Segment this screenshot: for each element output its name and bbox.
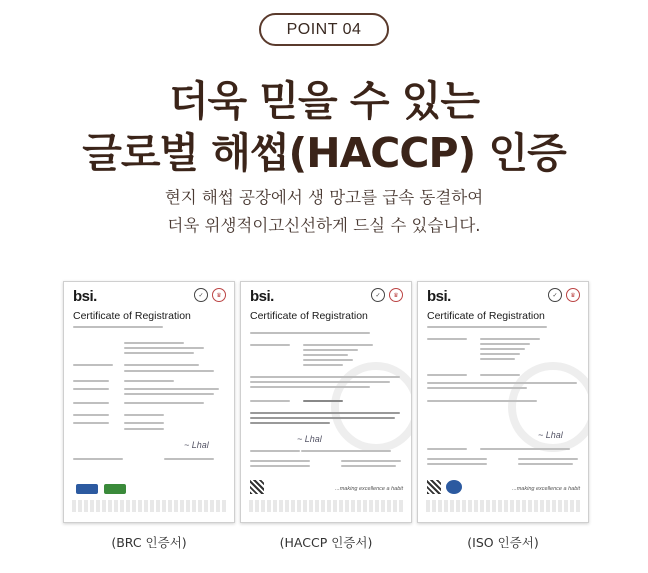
fine-print-line	[480, 348, 525, 350]
fine-print-line	[124, 414, 164, 416]
fine-print-line	[427, 463, 487, 465]
bsi-tagline: ...making excellence a habit	[335, 486, 403, 492]
fine-print-line	[164, 458, 214, 460]
bsi-logo: bsi.	[73, 288, 97, 305]
certificate-title: Certificate of Registration	[73, 310, 191, 322]
fine-print-line	[250, 400, 290, 402]
fine-print-line	[427, 382, 577, 384]
fine-print-line	[480, 448, 570, 450]
bsi-tagline: ...making excellence a habit	[512, 486, 580, 492]
fine-print-line	[303, 344, 373, 346]
fine-print-line	[250, 376, 400, 378]
fine-print-line	[341, 465, 396, 467]
fine-print-line	[250, 344, 290, 346]
fine-print-line	[124, 347, 204, 349]
brc-certificate-image	[63, 281, 235, 523]
headline-line-2: 글로벌 해썹(HACCP) 인증	[82, 129, 566, 177]
subtitle-line-2: 더욱 위생적이고신선하게 드실 수 있습니다.	[167, 216, 481, 235]
fine-print-line	[124, 380, 174, 382]
signature: ~ Lhal	[297, 434, 322, 444]
fine-print-line	[73, 414, 109, 416]
fine-print-line	[303, 354, 348, 356]
certification-seal-icon: ✓	[371, 288, 385, 302]
fine-print-line	[124, 422, 164, 424]
fine-print-line	[250, 450, 300, 452]
fine-print-line	[73, 388, 109, 390]
fine-print-line	[73, 422, 109, 424]
fine-print-line	[427, 400, 537, 402]
fine-print-line	[518, 458, 578, 460]
fine-print-footer	[72, 500, 226, 512]
signature: ~ Lhal	[184, 440, 209, 450]
fine-print-line	[250, 417, 395, 419]
fine-print-footer	[249, 500, 403, 512]
royal-crest-icon: ♛	[389, 288, 403, 302]
royal-crest-icon: ♛	[212, 288, 226, 302]
fine-print-line	[250, 386, 370, 388]
fine-print-line	[250, 332, 370, 334]
fine-print-line	[73, 380, 109, 382]
fine-print-line	[303, 349, 358, 351]
signature: ~ Lhal	[538, 430, 563, 440]
fine-print-line	[124, 402, 204, 404]
fine-print-line	[427, 458, 487, 460]
fine-print-line	[480, 358, 515, 360]
fine-print-line	[73, 458, 123, 460]
fine-print-line	[480, 353, 520, 355]
fine-print-line	[124, 388, 219, 390]
point-badge: POINT 04	[259, 13, 389, 46]
fine-print-line	[301, 450, 391, 452]
fine-print-line	[480, 374, 520, 376]
fine-print-line	[427, 387, 527, 389]
accreditation-badge	[446, 480, 462, 494]
iso-certificate-caption: (ISO 인증서)	[467, 535, 539, 550]
certificate-title: Certificate of Registration	[427, 310, 545, 322]
fine-print-line	[250, 422, 330, 424]
fine-print-line	[427, 338, 467, 340]
headline-line-1: 더욱 믿을 수 있는	[168, 77, 480, 125]
fine-print-line	[124, 370, 214, 372]
fine-print-line	[124, 342, 184, 344]
certification-seal-icon: ✓	[194, 288, 208, 302]
fine-print-line	[480, 338, 540, 340]
fine-print-line	[73, 326, 163, 328]
fine-print-line	[250, 381, 390, 383]
fine-print-line	[427, 326, 547, 328]
qr-code	[250, 480, 264, 494]
fine-print-line	[250, 460, 310, 462]
fine-print-footer	[426, 500, 580, 512]
royal-crest-icon: ♛	[566, 288, 580, 302]
fine-print-line	[518, 463, 573, 465]
fine-print-line	[480, 343, 530, 345]
fine-print-line	[303, 359, 353, 361]
accreditation-badge	[76, 484, 98, 494]
haccp-certificate-caption: (HACCP 인증서)	[279, 535, 373, 550]
fine-print-line	[303, 364, 343, 366]
fine-print-line	[124, 364, 199, 366]
fine-print-line	[124, 352, 194, 354]
brcgs-badge	[104, 484, 126, 494]
fine-print-line	[341, 460, 401, 462]
qr-code	[427, 480, 441, 494]
certification-seal-icon: ✓	[548, 288, 562, 302]
fine-print-line	[73, 402, 109, 404]
bsi-logo: bsi.	[250, 288, 274, 305]
brc-certificate-caption: (BRC 인증서)	[111, 535, 187, 550]
fine-print-line	[427, 448, 467, 450]
fine-print-line	[427, 374, 467, 376]
fine-print-line	[250, 412, 400, 414]
fine-print-line	[303, 400, 343, 402]
fine-print-line	[124, 393, 214, 395]
fine-print-line	[124, 428, 164, 430]
iso-certificate-image	[417, 281, 589, 523]
certificate-title: Certificate of Registration	[250, 310, 368, 322]
bsi-logo: bsi.	[427, 288, 451, 305]
fine-print-line	[73, 364, 113, 366]
fine-print-line	[250, 465, 310, 467]
subtitle-line-1: 현지 해썹 공장에서 생 망고를 급속 동결하여	[164, 188, 484, 207]
haccp-certificate-image	[240, 281, 412, 523]
